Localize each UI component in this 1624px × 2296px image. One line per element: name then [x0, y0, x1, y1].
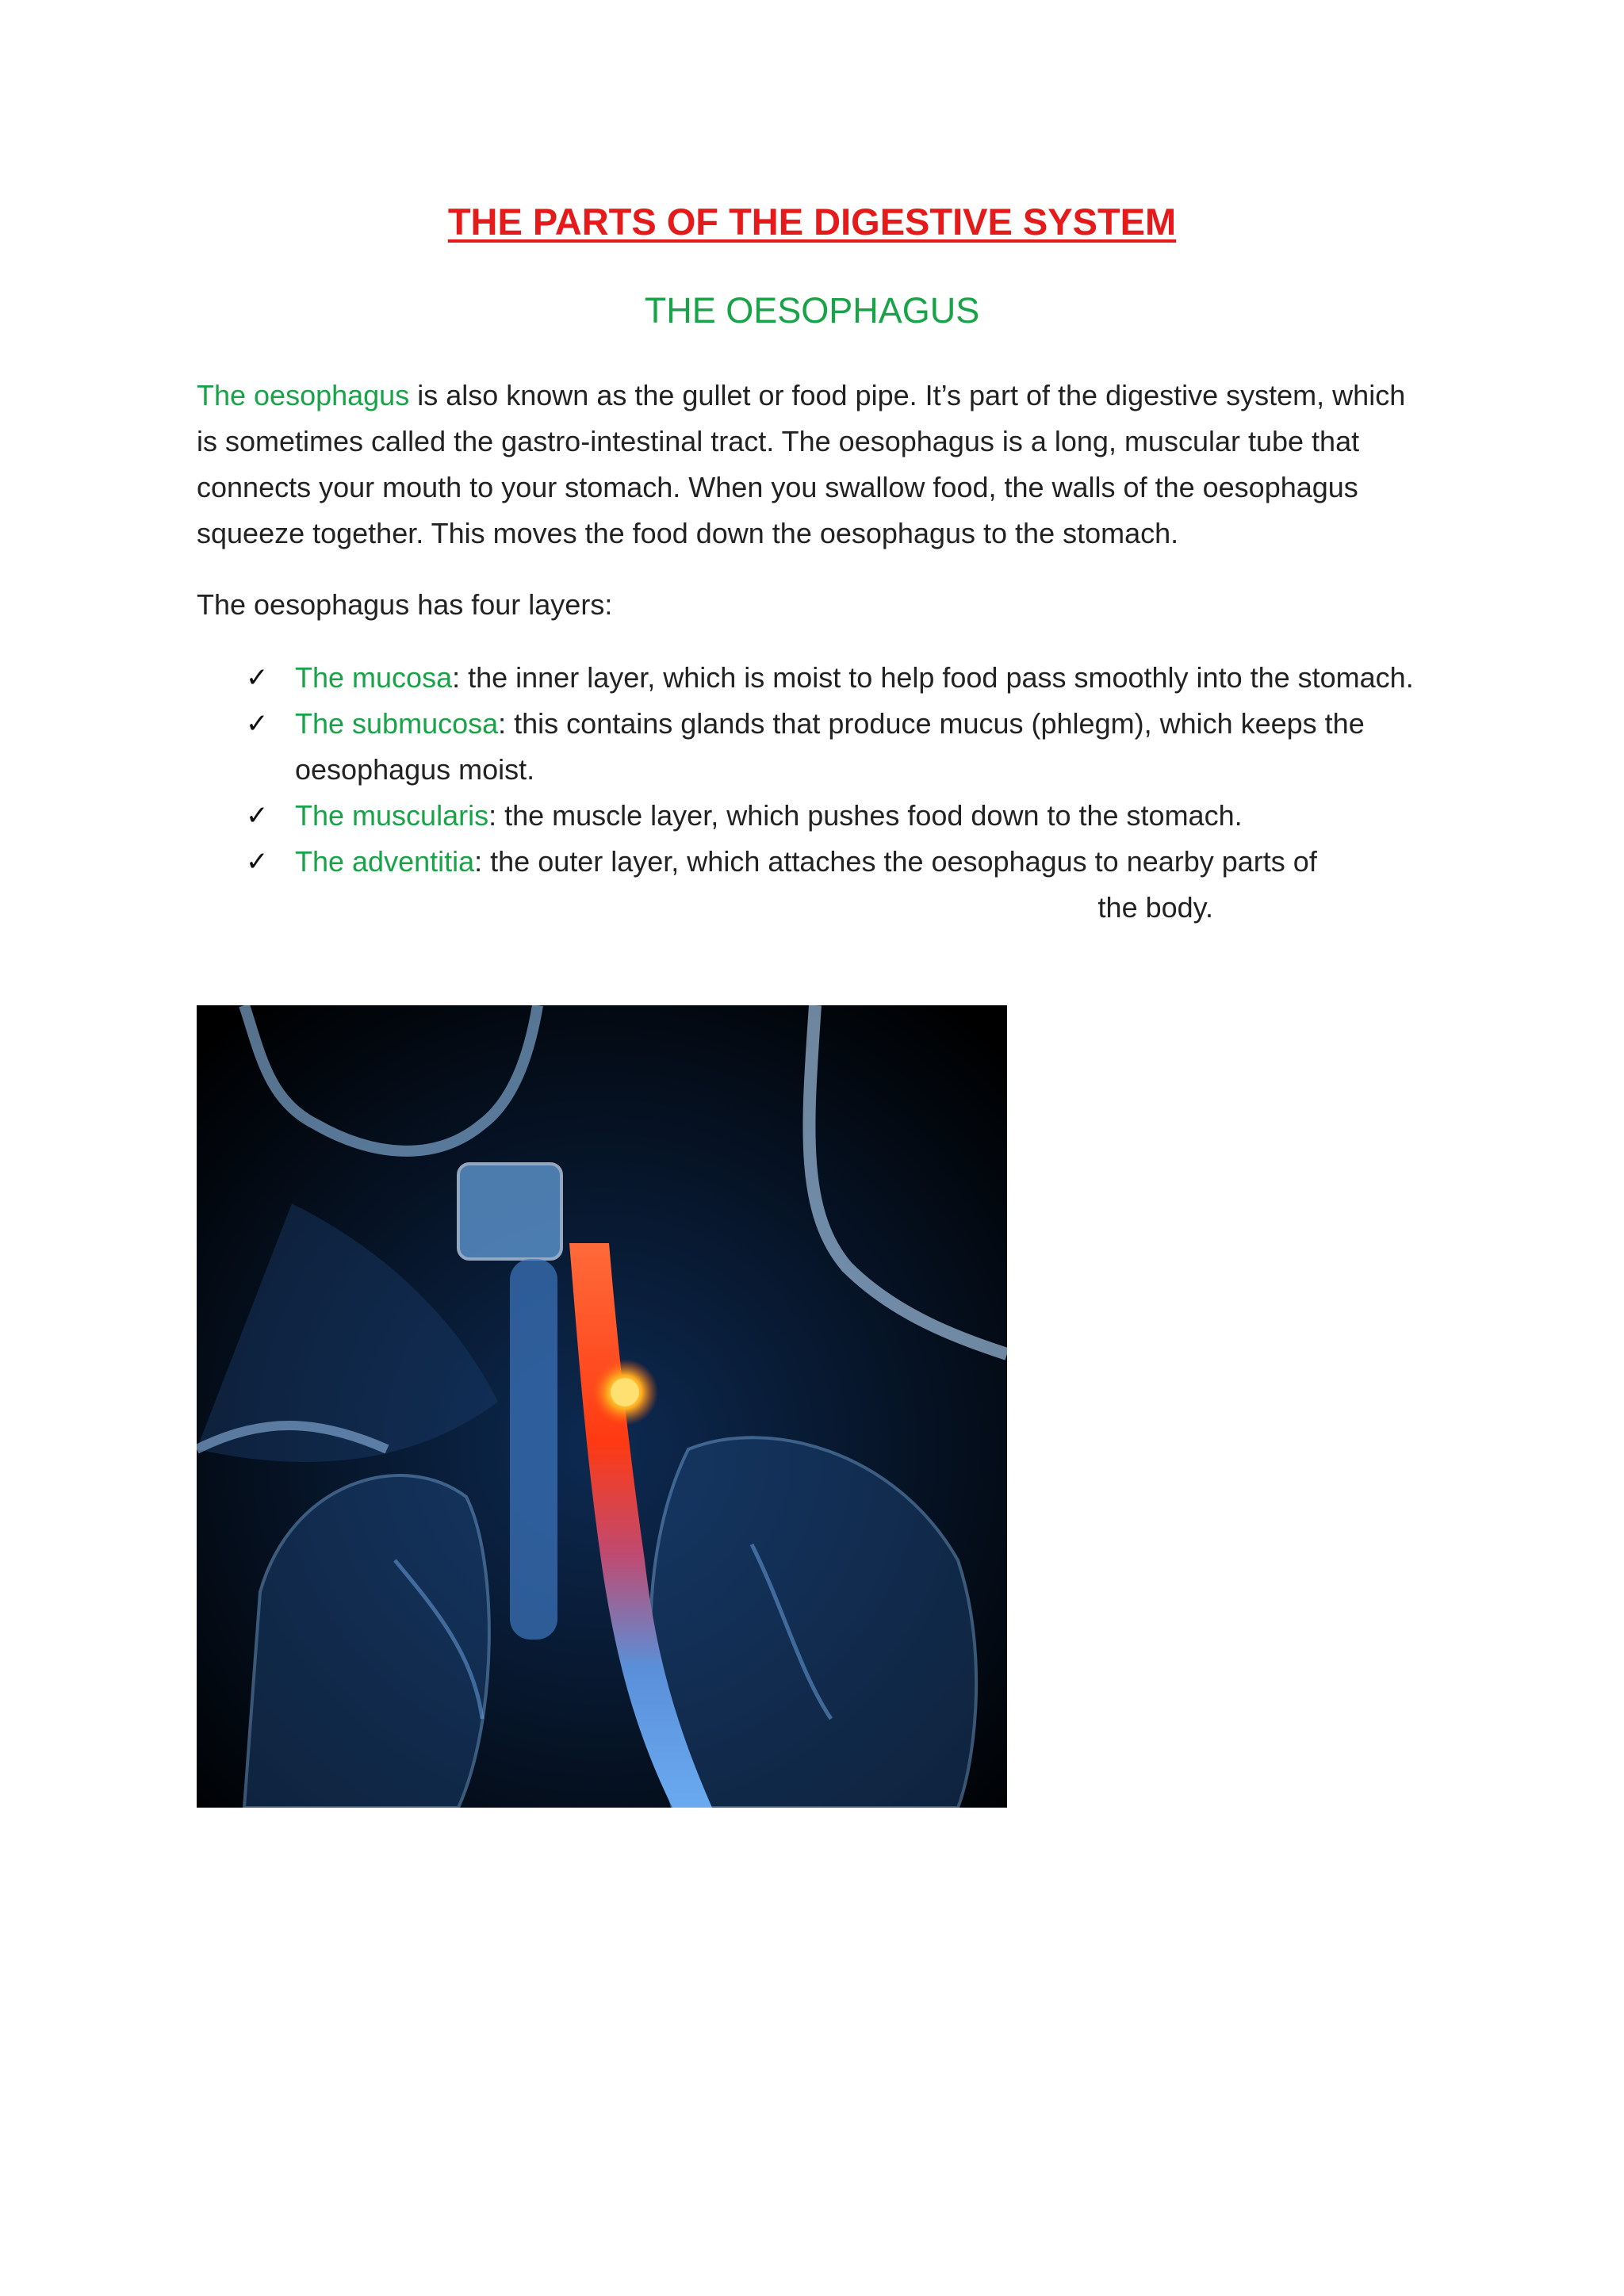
layer-term: The adventitia	[295, 845, 475, 878]
layer-term: The mucosa	[295, 661, 453, 694]
layer-term: The submucosa	[295, 707, 499, 740]
list-item	[246, 839, 1435, 931]
layer-term: The muscularis	[295, 799, 489, 832]
list-item	[246, 793, 1435, 839]
check-icon: ✓	[246, 663, 269, 693]
list-item	[246, 655, 1435, 701]
layer-description: : this contains glands that produce mucus (phlegm), which keeps the oesophagus moist.	[295, 707, 1365, 786]
section-title: THE OESOPHAGUS	[644, 290, 980, 331]
check-icon: ✓	[246, 709, 269, 739]
page-title: THE PARTS OF THE DIGESTIVE SYSTEM	[447, 201, 1177, 243]
layer-description: : the outer layer, which attaches the oesophagus to nearby parts of	[474, 845, 1317, 878]
layers-heading: The oesophagus has four layers:	[197, 588, 613, 621]
layer-description-tail: the body.	[1097, 891, 1213, 924]
layer-description: : the muscle layer, which pushes food down to the stomach.	[488, 799, 1243, 832]
layer-description: : the inner layer, which is moist to help food pass smoothly into the stomach.	[452, 661, 1414, 694]
intro-text: is also known as the gullet or food pipe. It’s part of the digestive system, which is sometimes called the gastro-intestinal tract. The oesophagus is a long, muscular tube that connects your mouth to your stomach. When you swallow food, the walls of the oesophagus squeeze together. This moves the food down the oesophagus to the stomach.	[197, 379, 1406, 549]
layer-list	[246, 655, 1435, 931]
check-icon: ✓	[246, 801, 269, 831]
check-icon: ✓	[246, 847, 269, 877]
list-item	[246, 701, 1435, 793]
intro-highlight: The oesophagus	[197, 379, 410, 411]
intro-paragraph	[197, 373, 1434, 557]
oesophagus-illustration	[197, 1005, 1007, 1808]
